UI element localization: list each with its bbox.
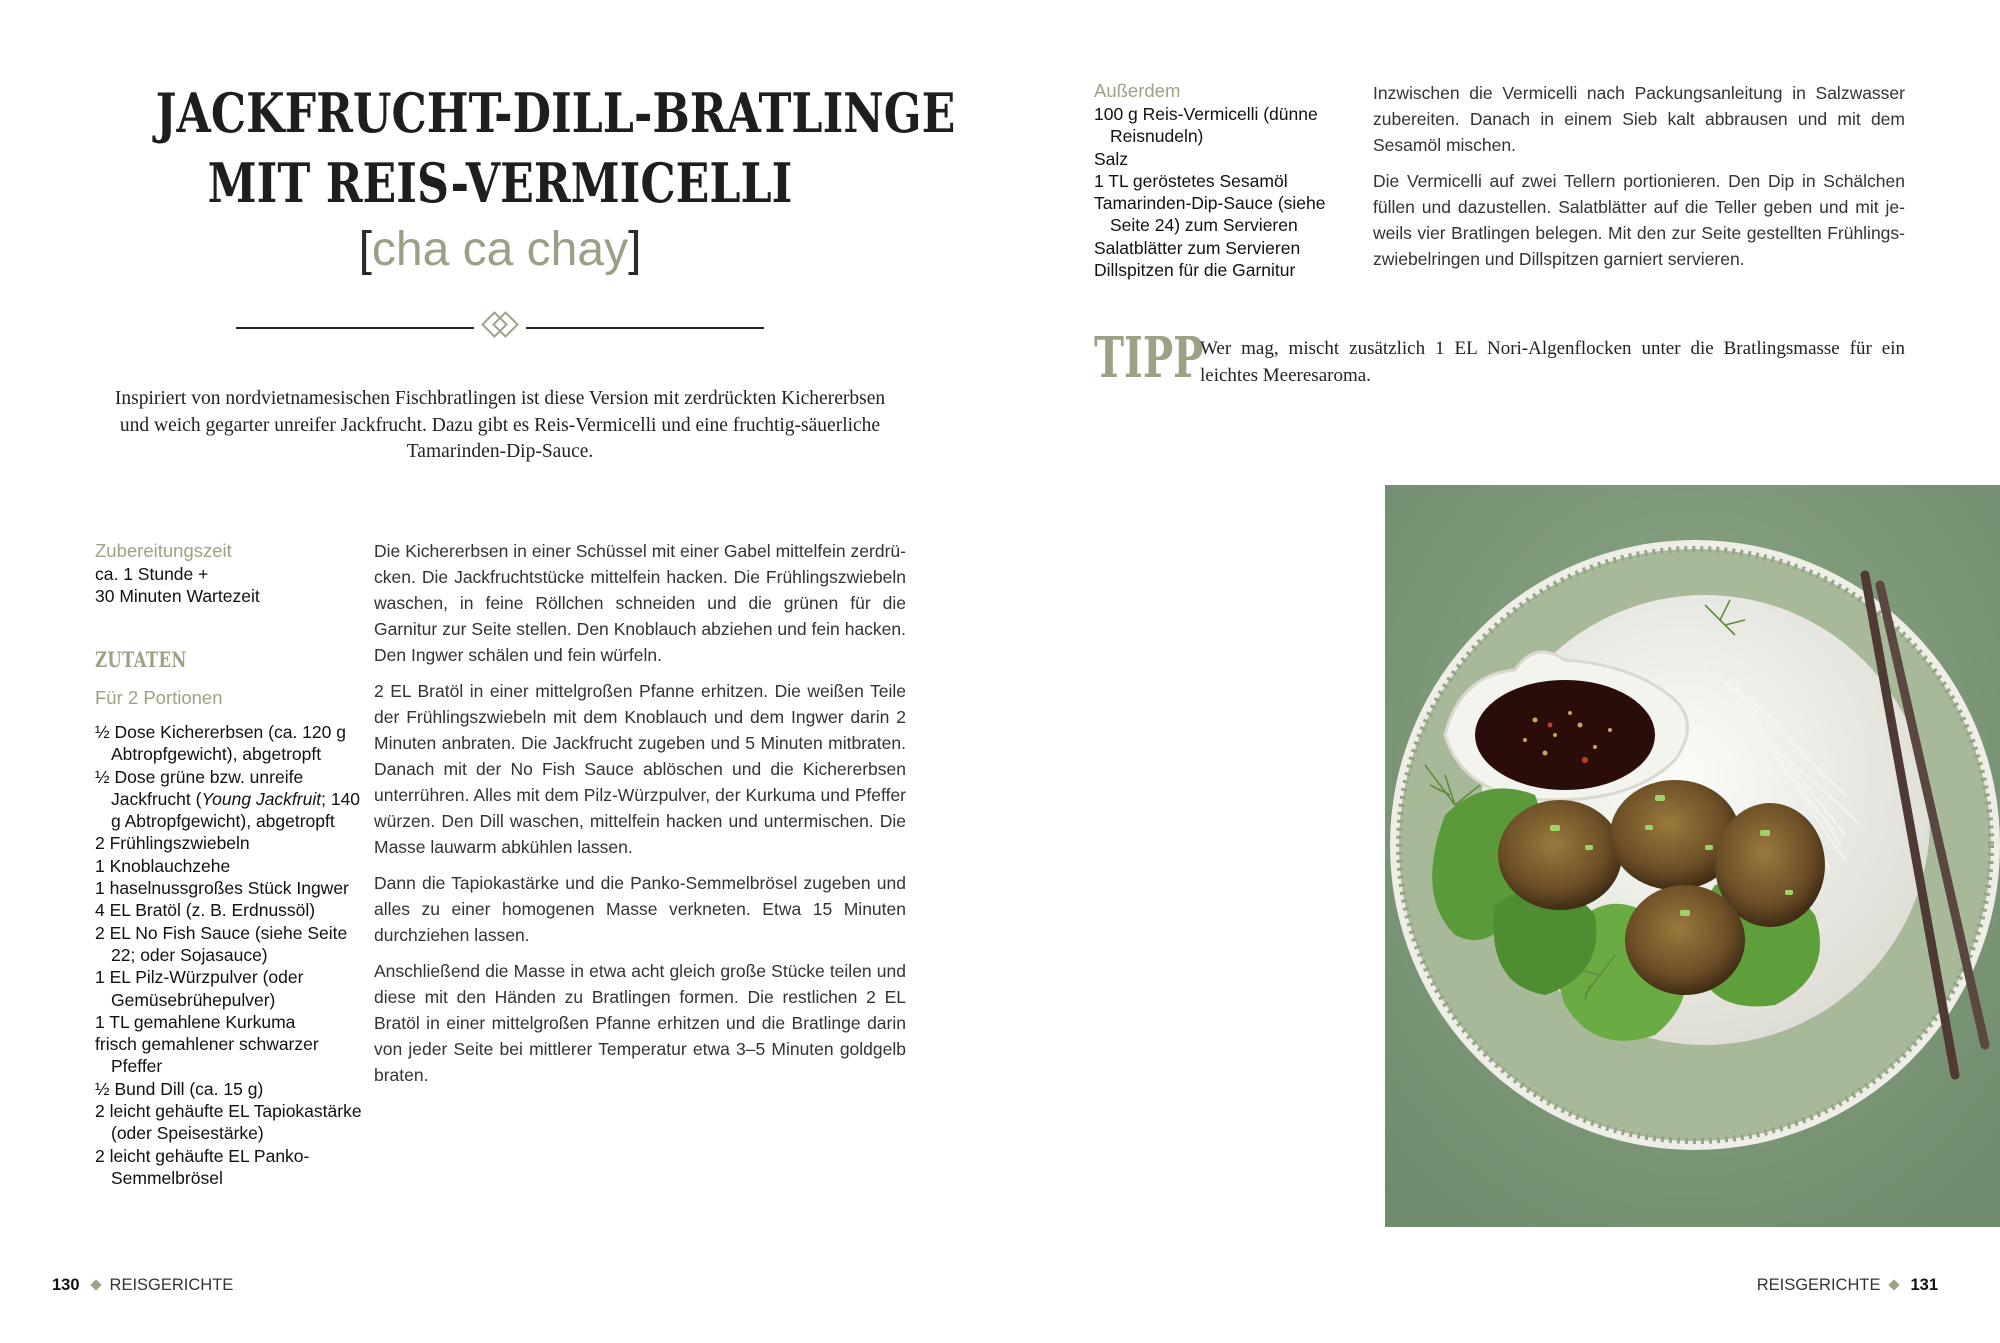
recipe-title — [155, 78, 956, 218]
diamond-icon — [1889, 1279, 1900, 1290]
method-paragraph: Dann die Tapiokastärke und die Panko-Semmelbrösel zugeben und alles zu einer homogenen Masse verkneten. Etwa 15 Minuten durchziehen lassen. — [374, 873, 906, 945]
extra-item: Dillspitzen für die Garnitur — [1094, 260, 1296, 281]
diamond-icon — [90, 1279, 101, 1290]
ingredient-item: 2 EL No Fish Sauce (siehe Seite 22; oder Sojasauce) — [95, 922, 348, 965]
ingredient-italic: Young Jackfruit — [201, 788, 322, 809]
ingredient-item: 1 TL gemahlene Kurkuma — [95, 1011, 296, 1032]
page-number: 131 — [1910, 1276, 1938, 1294]
dish-photo — [1385, 485, 2000, 1227]
right-page — [1000, 0, 2000, 1343]
subtitle-vietnamese-name: cha ca chay — [371, 223, 629, 276]
ingredient-item: ½ Bund Dill (ca. 15 g) — [95, 1078, 264, 1099]
ingredient-text: ; 140 g Abtropfgewicht), abgetropft — [111, 788, 361, 832]
footer-right — [1757, 1276, 1938, 1295]
footer-left — [52, 1276, 233, 1295]
ingredient-item: frisch gemahlener schwarzer Pfeffer — [95, 1034, 319, 1077]
ingredient-item: 2 Frühlingszwiebeln — [95, 833, 250, 854]
ingredient-text: ½ Dose grüne bzw. unreife Jackfrucht ( — [95, 766, 304, 809]
portions-label: Für 2 Portionen — [95, 687, 223, 708]
ingredient-item: 2 leicht gehäufte EL Panko-Semmelbrösel — [95, 1145, 310, 1188]
extra-item: 1 TL geröstetes Sesamöl — [1094, 170, 1288, 191]
prep-time — [95, 563, 355, 607]
recipe-subtitle — [80, 222, 920, 277]
prep-time-label: Zubereitungszeit — [95, 540, 232, 561]
prep-time-line: 30 Minuten Wartezeit — [95, 586, 260, 606]
title-line-2: MIT REIS-VERMICELLI — [207, 151, 793, 215]
page-number: 130 — [52, 1276, 80, 1294]
method-paragraph: 2 EL Bratöl in einer mittelgroßen Pfanne erhitzen. Die weißen Teile der Frühlingszwiebeln mit dem Knoblauch und dem Ingwer darin 2 Minuten anbraten. Die Jackfrucht zugeben und 5 Minuten mitbraten. Danach mit der No Fish Sauce ablöschen und die Kichererbsen unterrühren. Alles mit dem Pilz-Würzpulver, der Kurkuma und Pfeffer würzen. Den Dill waschen, mittelfein hacken und untermischen. Die Masse lauwarm abkühlen lassen. — [374, 681, 906, 857]
ingredient-item: 1 haselnussgroßes Stück Ingwer — [95, 878, 349, 899]
ingredients-list — [95, 721, 365, 1189]
tip-heading: TIPP — [1094, 325, 1204, 391]
prep-time-line: ca. 1 Stunde + — [95, 564, 209, 584]
method-paragraph: Anschließend die Masse in etwa acht gleich große Stücke teilen und diese mit den Händen zu Bratlingen formen. Die restlichen 2 EL Bratöl in einer mittelgroßen Pfanne erhitzen und die Bratlinge darin von jeder Seite bei mittlerer Temperatur etwa 3–5 Minuten goldgelb braten. — [374, 961, 906, 1085]
ingredient-item: 4 EL Bratöl (z. B. Erdnussöl) — [95, 900, 316, 921]
section-name: REISGERICHTE — [109, 1276, 234, 1294]
extra-item: Tamarinden-Dip-Sauce (siehe Seite 24) zum Servieren — [1094, 193, 1326, 236]
extra-item: 100 g Reis-Vermicelli (dünne Reisnudeln) — [1094, 104, 1318, 147]
method-paragraph: Die Kichererbsen in einer Schüssel mit einer Gabel mittelfein zerdrücken. Die Jackfruchtstücke mittelfein hacken. Die Frühlingszwiebeln waschen, in feine Röllchen schneiden und die grünen für die Garnitur zur Seite stellen. Den Knoblauch abziehen und fein hacken. Den Ingwer schälen und fein würfeln. — [374, 541, 906, 665]
extras-list — [1094, 103, 1364, 281]
extra-item: Salatblätter zum Servieren — [1094, 237, 1301, 258]
title-line-1: JACKFRUCHT-DILL-BRATLINGE — [155, 81, 956, 145]
extras-label: Außerdem — [1094, 80, 1181, 101]
ingredient-item: ½ Dose Kichererbsen (ca. 120 g Abtropfgewicht), abgetropft — [95, 722, 346, 765]
divider-ornament-icon — [236, 310, 764, 346]
ingredient-item: 1 EL Pilz-Würzpulver (oder Gemüsebrühepulver) — [95, 967, 304, 1010]
method-steps-continued — [1373, 80, 1905, 282]
method-paragraph: Inzwischen die Vermicelli nach Packungsanleitung in Salzwasser zubereiten. Danach in einem Sieb kalt abbrausen und mit dem Sesamöl mischen. — [1373, 83, 1905, 155]
ingredient-item: 1 Knoblauchzehe — [95, 855, 231, 876]
ingredient-item: 2 leicht gehäufte EL Tapiokastärke (oder Speisestärke) — [95, 1101, 362, 1144]
method-paragraph: Die Vermicelli auf zwei Tellern portionieren. Den Dip in Schälchen füllen und dazustellen. Salatblätter auf die Teller geben und mit jeweils vier Bratlingen belegen. Mit den zur Seite gestellten Frühlingszwiebelringen und Dillspitzen garniert servieren. — [1373, 171, 1905, 269]
tip-text: Wer mag, mischt zusätzlich 1 EL Nori-Algenflocken unter die Bratlingsmasse für ein leichtes Meeresaroma. — [1200, 338, 1905, 386]
ingredient-item — [95, 766, 365, 833]
method-steps — [374, 538, 906, 1098]
dish-illustration-icon — [1385, 485, 2000, 1227]
subtitle-bracket-close: ] — [628, 223, 642, 276]
ingredients-heading: ZUTATEN — [95, 647, 187, 672]
subtitle-bracket-open: [ — [358, 223, 372, 276]
extra-item: Salz — [1094, 148, 1129, 169]
recipe-intro: Inspiriert von nordvietnamesischen Fischbratlingen ist diese Version mit zerdrückten Kichererbsen und weich gegarter unreifer Jackfrucht. Dazu gibt es Reis-Vermicelli und eine fruchtig-säuerliche Tamarinden-Dip-Sauce. — [114, 388, 886, 462]
section-name: REISGERICHTE — [1756, 1276, 1881, 1294]
